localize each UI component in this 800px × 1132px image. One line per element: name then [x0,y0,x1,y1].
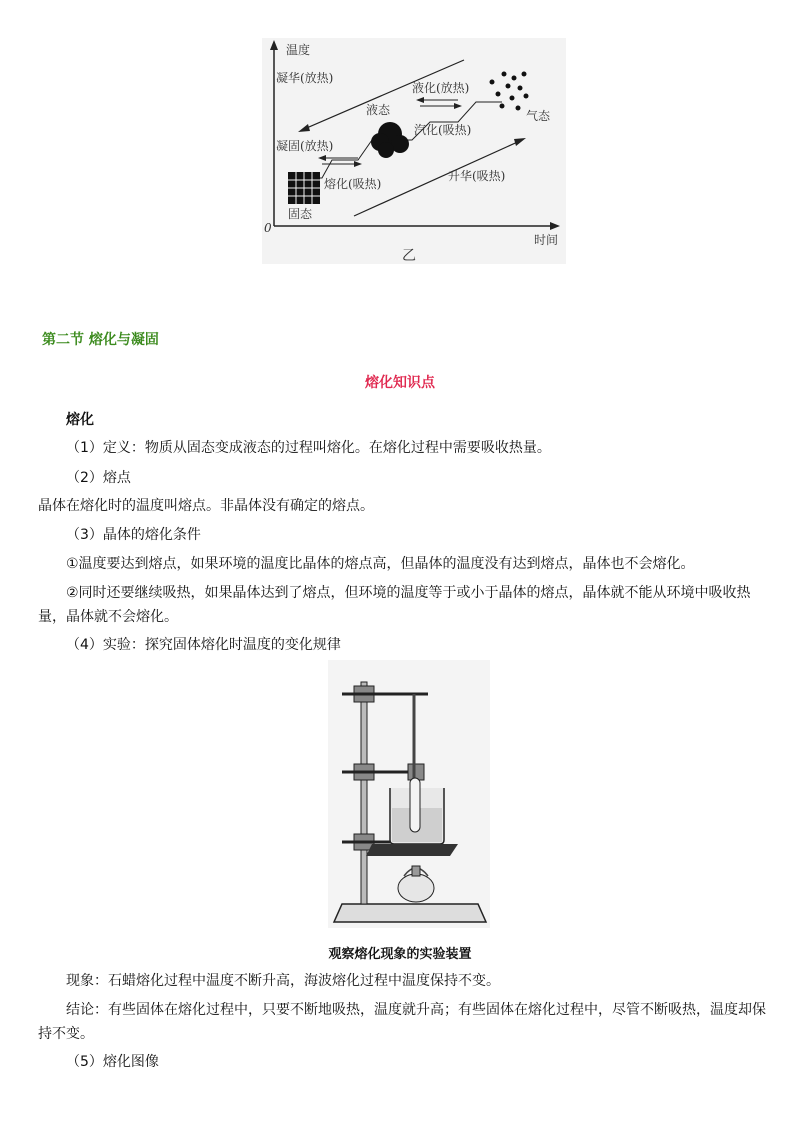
stand-base [334,904,486,922]
item-melting-point: （2）熔点 [66,470,131,486]
wire-gauze [366,844,458,856]
liquefaction-arrow-head [416,97,424,103]
stand-rod [361,682,367,904]
lamp-wick [412,866,420,876]
melting-label: 熔化(吸热) [324,177,382,191]
alcohol-lamp [398,874,434,902]
gas-label: 气态 [526,109,551,123]
melting-arrow-head [354,161,362,167]
experiment-apparatus-figure [328,660,490,928]
sublimation-label: 升华(吸热) [448,169,506,183]
phenomenon: 现象：石蜡熔化过程中温度不断升高，海波熔化过程中温度保持不变。 [66,973,500,989]
section-title: 第二节 熔化与凝固 [42,332,159,348]
solidification-label: 凝固(放热) [276,139,334,153]
solid-block [288,172,320,204]
apparatus-caption: 观察熔化现象的实验装置 [328,947,472,962]
knowledge-points-title: 熔化知识点 [365,375,435,391]
desublimation-arrow-head [298,124,310,132]
vaporization-arrow-head [454,103,462,109]
item-definition: （1）定义：物质从固态变成液态的过程叫熔化。在熔化过程中需要吸收热量。 [66,440,551,456]
solid-label: 固态 [288,207,313,221]
item-crystal-conditions: （3）晶体的熔化条件 [66,527,201,543]
liquefaction-label: 液化(放热) [412,81,470,95]
y-axis-label: 温度 [286,43,311,57]
item-melting-graph: （5）熔化图像 [66,1054,159,1070]
liquid-label: 液态 [366,103,391,117]
x-axis-label: 时间 [534,233,559,247]
apparatus-svg [328,660,490,928]
state-change-svg [262,38,566,264]
state-change-diagram [262,38,566,264]
melting-subtitle: 熔化 [66,412,94,428]
melting-point-definition: 晶体在熔化时的温度叫熔点。非晶体没有确定的熔点。 [38,498,374,514]
x-axis-arrow [550,222,560,230]
solidification-arrow-head [318,155,326,161]
figure-caption-yi: 乙 [402,248,416,264]
conclusion: 结论：有些固体在熔化过程中，只要不断地吸热，温度就升高；有些固体在熔化过程中，尽管不断吸热，温度却保持不变。 [38,1002,766,1042]
test-tube [410,778,420,832]
sublimation-arrow-head [514,138,526,146]
condition-2: ②同时还要继续吸热，如果晶体达到了熔点，但环境的温度等于或小于晶体的熔点，晶体就不能从环境中吸收热量，晶体就不会熔化。 [38,585,751,625]
liquid-blob [371,122,409,158]
item-experiment: （4）实验：探究固体熔化时温度的变化规律 [66,637,341,653]
origin-label: 0 [264,221,272,235]
gas-dots [490,72,529,111]
condition-1: ①温度要达到熔点，如果环境的温度比晶体的熔点高，但晶体的温度没有达到熔点，晶体也不会熔化。 [66,556,695,572]
y-axis-arrow [270,40,278,50]
vaporization-label: 汽化(吸热) [414,123,472,137]
desublimation-label: 凝华(放热) [276,71,334,85]
